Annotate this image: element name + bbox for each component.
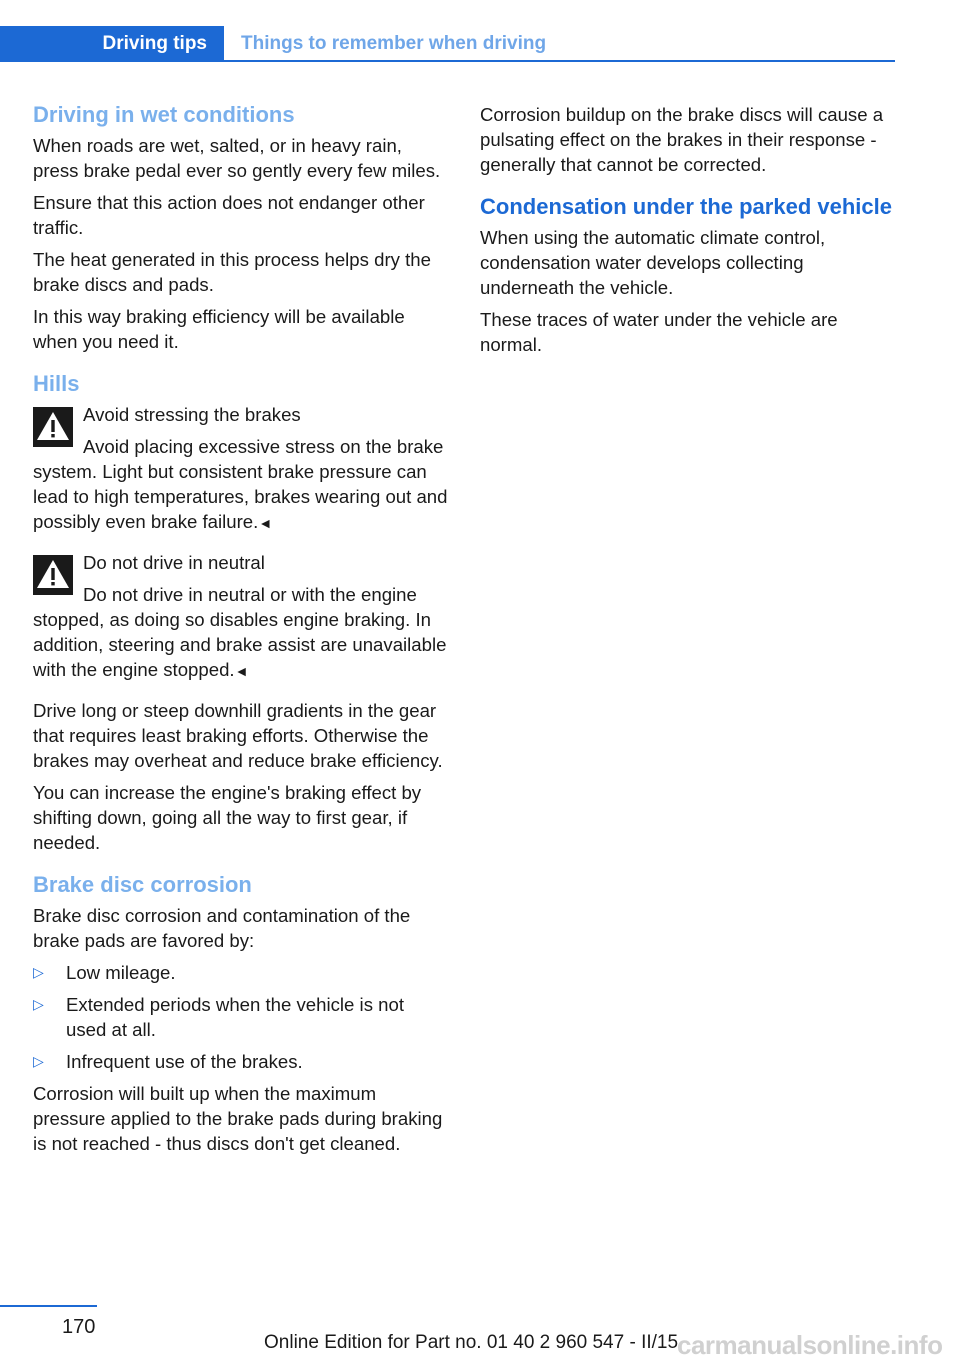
warning-triangle-icon bbox=[33, 407, 73, 447]
end-mark-icon: ◄ bbox=[234, 663, 249, 679]
warning-body bbox=[33, 582, 449, 684]
section-condensation bbox=[480, 194, 898, 357]
heading-wet-conditions: Driving in wet conditions bbox=[33, 102, 295, 127]
wet-paragraph-3: The heat generated in this process helps dry the brake discs and pads. bbox=[33, 249, 431, 295]
section-hills bbox=[33, 371, 449, 855]
triangle-bullet-icon: ▷ bbox=[33, 996, 44, 1012]
list-item bbox=[33, 960, 449, 985]
right-column bbox=[480, 102, 898, 374]
wet-paragraph-4: In this way braking efficiency will be available when you need it. bbox=[33, 306, 405, 352]
heading-hills: Hills bbox=[33, 371, 80, 396]
corrosion-intro: Brake disc corrosion and contamination of the brake pads are favored by: bbox=[33, 905, 411, 951]
list-item-text: Infrequent use of the brakes. bbox=[66, 1051, 303, 1072]
corrosion-paragraph-2: Corrosion buildup on the brake discs will cause a pulsating effect on the brakes in their response - generally that cannot be corrected. bbox=[480, 104, 884, 175]
warning-title: Avoid stressing the brakes bbox=[83, 404, 301, 425]
section-corrosion-continued bbox=[480, 102, 898, 177]
list-item bbox=[33, 992, 449, 1042]
tab-things-to-remember[interactable]: Things to remember when driving bbox=[241, 33, 547, 54]
hills-paragraph-1: Drive long or steep downhill gradients in the gear that requires least braking efforts. Otherwise the brakes may overheat and reduce brake efficiency. bbox=[33, 700, 443, 771]
heading-condensation: Condensation under the parked vehicle bbox=[480, 194, 892, 219]
corrosion-list bbox=[33, 960, 449, 1074]
condensation-paragraph-2: These traces of water under the vehicle are normal. bbox=[480, 309, 838, 355]
warning-text: Do not drive in neutral or with the engine stopped, as doing so disables engine braking. In addition, steering and brake assist are unavailable with the engine stopped. bbox=[33, 584, 447, 680]
footer-rule bbox=[0, 1305, 97, 1307]
list-item bbox=[33, 1049, 449, 1074]
tab-driving-tips[interactable]: Driving tips bbox=[0, 26, 224, 62]
header-tabbar bbox=[0, 26, 895, 62]
warning-triangle-icon bbox=[33, 555, 73, 595]
list-item-text: Low mileage. bbox=[66, 962, 176, 983]
triangle-bullet-icon: ▷ bbox=[33, 964, 44, 980]
warning-avoid-stressing-brakes bbox=[33, 402, 449, 536]
warning-text: Avoid placing excessive stress on the brake system. Light but consistent brake pressure can lead to high temperatures, brakes wearing out and possibly even brake failure. bbox=[33, 436, 448, 532]
wet-paragraph-1: When roads are wet, salted, or in heavy rain, press brake pedal ever so gently every few miles. bbox=[33, 135, 441, 181]
watermark: carmanualsonline.info bbox=[677, 1330, 943, 1360]
warning-body bbox=[33, 434, 449, 536]
end-mark-icon: ◄ bbox=[258, 515, 273, 531]
section-wet-conditions bbox=[33, 102, 449, 354]
condensation-paragraph-1: When using the automatic climate control, condensation water develops collecting underneath the vehicle. bbox=[480, 227, 826, 298]
heading-brake-disc-corrosion: Brake disc corrosion bbox=[33, 872, 252, 897]
warning-do-not-drive-neutral bbox=[33, 550, 449, 684]
list-item-text: Extended periods when the vehicle is not used at all. bbox=[66, 994, 405, 1040]
corrosion-paragraph-1: Corrosion will built up when the maximum pressure applied to the brake pads during braking is not reached - thus discs don't get cleaned. bbox=[33, 1083, 443, 1154]
edition-text: Online Edition for Part no. 01 40 2 960 547 - II/15 bbox=[264, 1332, 679, 1353]
section-brake-disc-corrosion bbox=[33, 872, 449, 1156]
page-number: 170 bbox=[62, 1316, 96, 1338]
hills-paragraph-2: You can increase the engine's braking effect by shifting down, going all the way to first gear, if needed. bbox=[33, 782, 422, 853]
warning-title: Do not drive in neutral bbox=[83, 552, 265, 573]
wet-paragraph-2: Ensure that this action does not endanger other traffic. bbox=[33, 192, 425, 238]
triangle-bullet-icon: ▷ bbox=[33, 1053, 44, 1069]
left-column bbox=[33, 102, 449, 1173]
